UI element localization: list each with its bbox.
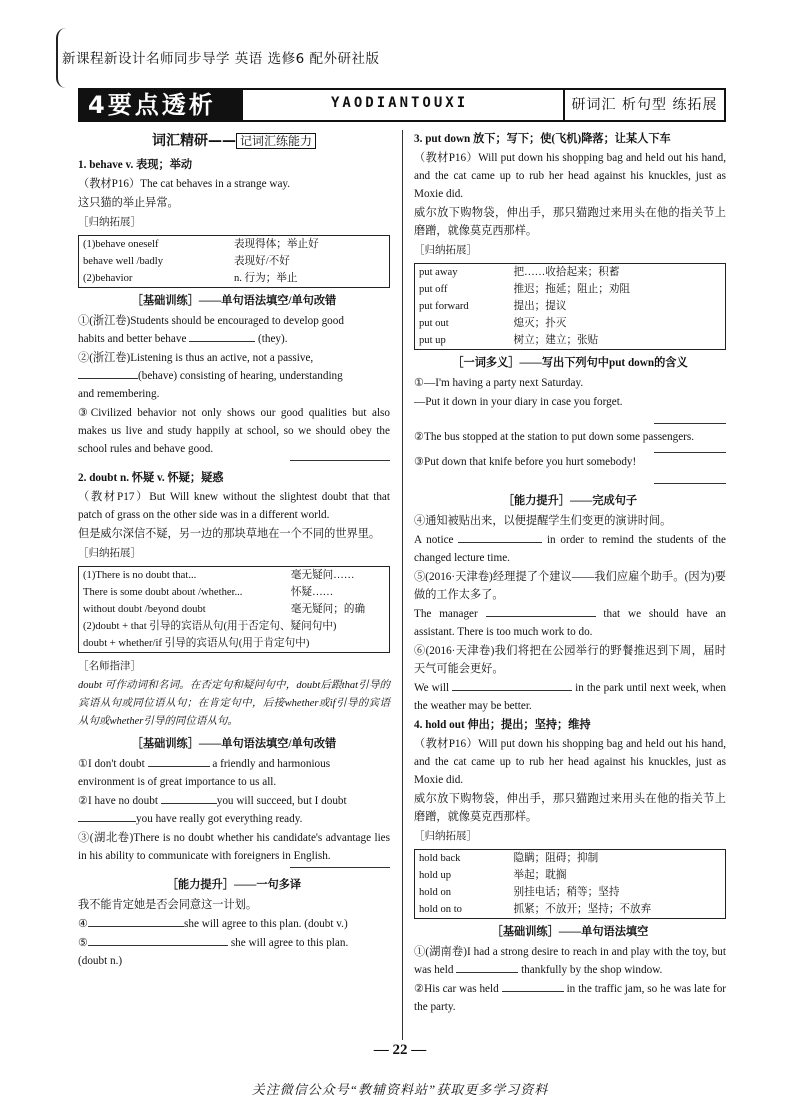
word3-m3: ③Put down that knife before you hurt somebody! <box>414 456 637 468</box>
table-cell: hold on to <box>419 904 462 915</box>
table-cell: (1)There is no doubt that... <box>83 570 197 581</box>
word4-q2 <box>414 980 726 1016</box>
answer-blank[interactable] <box>148 755 210 767</box>
section-ability-complete: ［能力提升］——完成句子 <box>502 495 638 507</box>
q-text: ②His car was held <box>414 983 499 995</box>
table-cell: 表现得体；举止好 <box>233 239 319 250</box>
page-number: — 22 — <box>373 1042 427 1058</box>
banner-title: 4要点透析 <box>78 88 243 122</box>
word2-q3: ③(湖北卷)There is no doubt whether his candidate's advantage lies in his ability to communicate with foreigners in English. <box>78 832 390 862</box>
q-text: you will succeed, but I doubt <box>216 795 347 807</box>
teacher-tag: ［名师指津］ <box>78 661 141 672</box>
word4-translation: 威尔放下购物袋，伸出手，那只猫跑过来用头在他的指关节上磨蹭，就像莫克西那样。 <box>414 793 726 823</box>
running-header: 新课程新设计名师同步导学 英语 选修6 配外研社版 <box>62 51 380 67</box>
table-cell: (2)doubt + that 引导的宾语从句(用于否定句、疑问句中) <box>83 621 337 632</box>
q-text: thankfully by the shop window. <box>521 964 663 976</box>
word1-q2 <box>78 349 390 403</box>
q-text: and remembering. <box>78 388 160 400</box>
answer-blank[interactable] <box>456 961 518 973</box>
section-ability-translate: ［能力提升］——一句多译 <box>166 879 302 891</box>
table-cell: without doubt /beyond doubt <box>83 604 206 615</box>
word3-translation: 威尔放下购物袋，伸出手，那只猫跑过来用头在他的指关节上磨蹭，就像莫克西那样。 <box>414 207 726 237</box>
word2-trans-cn: 我不能肯定她是否会同意这一计划。 <box>78 899 258 911</box>
word1-translation: 这只猫的举止异常。 <box>78 197 179 209</box>
q-text: a friendly and harmonious <box>212 758 331 770</box>
banner-subtitle: 研词汇 析句型 练拓展 <box>563 88 726 122</box>
table-cell: 别挂电话；稍等；坚持 <box>513 887 620 898</box>
answer-blank[interactable] <box>161 792 217 804</box>
word3-c6cn: ⑥(2016·天津卷)我们将把在公园举行的野餐推迟到下周，届时天气可能会更好。 <box>414 645 726 675</box>
lexicon-title: 词汇精研—— 记词汇练能力 <box>78 132 390 150</box>
table-cell: 毫无疑问…… <box>290 570 355 581</box>
q-text: (behave) consisting of hearing, understanding <box>138 370 343 382</box>
word4-table <box>414 849 726 919</box>
q-text: ①I don't doubt <box>78 758 145 770</box>
q-text: that we should have an assistant. There is too much work to do. <box>414 608 727 638</box>
answer-line[interactable] <box>290 867 390 868</box>
table-cell: n. 行为；举止 <box>233 273 298 284</box>
table-row <box>79 584 390 601</box>
table-row <box>415 884 726 901</box>
section-banner <box>78 88 726 122</box>
table-cell: behave well /badly <box>83 256 164 267</box>
answer-line[interactable] <box>414 472 726 488</box>
q-text: ①(浙江卷)Students should be encouraged to develop good <box>78 315 344 327</box>
induce-tag: ［归纳拓展］ <box>78 217 141 228</box>
table-cell: 隐瞒；阻碍；抑制 <box>513 853 599 864</box>
column-divider <box>402 130 403 1040</box>
section-basic: ［基础训练］——单句语法填空/单句改错 <box>131 738 337 750</box>
word1-q1 <box>78 312 390 348</box>
table-cell: 提出；提议 <box>513 301 567 312</box>
table-cell: 树立；建立；张贴 <box>513 335 599 346</box>
q-text: in the park until next week, when the weather may be better. <box>414 682 727 712</box>
q-text: ②(浙江卷)Listening is thus an active, not a passive, <box>78 352 314 364</box>
table-cell: hold back <box>419 853 461 864</box>
answer-blank[interactable] <box>78 810 136 822</box>
word3-m1b: —Put it down in your diary in case you forget. <box>414 396 623 408</box>
table-cell: doubt + whether/if 引导的宾语从句(用于肯定句中) <box>83 638 310 649</box>
table-cell: 怀疑…… <box>290 587 334 598</box>
table-cell: put off <box>419 284 448 295</box>
word2-translation: 但是威尔深信不疑，另一边的那块草地在一个不同的世界里。 <box>78 528 381 540</box>
section-basic-fill: ［基础训练］——单句语法填空 <box>491 926 649 938</box>
table-cell: put up <box>419 335 446 346</box>
q-text: The manager <box>414 608 478 620</box>
table-row <box>415 867 726 884</box>
table-row <box>79 601 390 618</box>
word2-q2 <box>78 792 390 828</box>
table-cell: There is some doubt about /whether... <box>83 587 243 598</box>
word3-m1: ①—I'm having a party next Saturday. <box>414 377 584 389</box>
word2-heading: 2. doubt n. 怀疑 v. 怀疑；疑惑 <box>78 472 224 484</box>
right-column <box>414 130 726 1017</box>
answer-blank[interactable] <box>486 605 596 617</box>
table-cell: hold up <box>419 870 452 881</box>
table-cell: (1)behave oneself <box>83 239 159 250</box>
table-cell: put away <box>419 267 458 278</box>
table-row <box>79 253 390 270</box>
induce-tag: ［归纳拓展］ <box>414 831 477 842</box>
table-cell: 熄灭；扑灭 <box>513 318 567 329</box>
answer-line[interactable] <box>414 412 726 428</box>
q-text: (doubt n.) <box>78 955 123 967</box>
q-text: in order to remind the students of the changed lecture time. <box>414 534 726 564</box>
table-cell: hold on <box>419 887 452 898</box>
q-text: she will agree to this plan. (doubt v.) <box>184 918 348 930</box>
word2-example: （教材P17）But Will knew without the slightest doubt that that patch of grass on the other side was in a different world. <box>78 491 390 521</box>
word1-q3: ③Civilized behavior not only shows our good qualities but also makes us live and study happily at school, so we should obey the school rules and behave good. <box>78 407 390 455</box>
lexicon-subtitle: 记词汇练能力 <box>236 133 316 149</box>
word3-c4 <box>414 531 726 567</box>
table-row <box>79 236 390 254</box>
table-cell: 表现好/不好 <box>233 256 290 267</box>
banner-pinyin: YAODIANTOUXI <box>331 95 469 111</box>
answer-blank[interactable] <box>502 980 564 992</box>
banner-middle <box>243 88 563 122</box>
q-text: We will <box>414 682 450 694</box>
table-row <box>415 315 726 332</box>
word3-heading: 3. put down 放下；写下；使(飞机)降落；让某人下车 <box>414 133 671 145</box>
word3-c4cn: ④通知被贴出来，以便提醒学生们变更的演讲时间。 <box>414 515 672 527</box>
table-cell: 把……收拾起来；积蓄 <box>513 267 620 278</box>
section-basic: ［基础训练］——单句语法填空/单句改错 <box>131 295 337 307</box>
table-cell: 抓紧；不放开；坚持；不放弃 <box>513 904 652 915</box>
q-text: ②I have no doubt <box>78 795 158 807</box>
left-column <box>78 130 390 971</box>
word2-table <box>78 566 390 653</box>
lexicon-title-text: 词汇精研 <box>151 133 208 149</box>
q-text: A notice <box>414 534 454 546</box>
word4-heading: 4. hold out 伸出；提出；坚持；维持 <box>414 719 591 731</box>
word1-example: （教材P16）The cat behaves in a strange way. <box>78 178 291 190</box>
q-text: environment is of great importance to us all. <box>78 776 277 788</box>
word3-c5cn: ⑤(2016·天津卷)经理提了个建议——我们应雇个助手。(因为)要做的工作太多了。 <box>414 571 726 601</box>
answer-blank[interactable] <box>452 679 572 691</box>
word4-example: （教材P16）Will put down his shopping bag and held out his hand, and the cat came up to rub her head against his knuckles, just as Moxie did. <box>414 738 726 786</box>
word3-c5 <box>414 605 726 641</box>
word3-example: （教材P16）Will put down his shopping bag and held out his hand, and the cat came up to rub her head against his knuckles, just as Moxie did. <box>414 152 726 200</box>
table-row <box>415 901 726 919</box>
table-row <box>79 618 390 635</box>
answer-blank[interactable] <box>189 330 255 342</box>
table-cell: 毫无疑问；的确 <box>290 604 366 615</box>
word3-m2: ②The bus stopped at the station to put down some passengers. <box>414 431 695 443</box>
q-text: you have really got everything ready. <box>136 813 303 825</box>
induce-tag: ［归纳拓展］ <box>414 245 477 256</box>
table-cell: put forward <box>419 301 469 312</box>
answer-line[interactable] <box>290 460 390 461</box>
answer-blank[interactable] <box>88 915 184 927</box>
table-row <box>415 850 726 868</box>
footer-note: 关注微信公众号“教辅资料站”获取更多学习资料 <box>251 1082 549 1097</box>
word2-note: doubt 可作动词和名词。在否定句和疑问句中，doubt后跟that引导的宾语从句或同位语从句；在肯定句中，后接whether或if引导的宾语从句或whether引导的同位语从句。 <box>78 680 390 727</box>
word3-table <box>414 263 726 350</box>
answer-blank[interactable] <box>78 367 138 379</box>
word2-q1 <box>78 755 390 791</box>
word1-heading: 1. behave v. 表现；举动 <box>78 159 193 171</box>
q-text: habits and better behave <box>78 333 187 345</box>
induce-tag: ［归纳拓展］ <box>78 548 141 559</box>
table-row <box>415 281 726 298</box>
table-cell: 举起；耽搁 <box>513 870 567 881</box>
word2-t1: ④ she will agree to this plan. (doubt v.) <box>78 915 390 933</box>
table-cell: put out <box>419 318 449 329</box>
table-row <box>415 264 726 282</box>
table-row <box>79 635 390 653</box>
q-text: (they). <box>258 333 288 345</box>
section-multi: ［一词多义］——写出下列句中put down的含义 <box>452 357 688 369</box>
answer-line[interactable] <box>414 447 726 453</box>
q-text: in the traffic jam, so he was late for the party. <box>414 983 727 1013</box>
q-text: ①(湖南卷)I had a strong desire to reach in and play with the toy, but was held <box>414 946 726 976</box>
answer-blank[interactable] <box>458 531 542 543</box>
answer-blank[interactable] <box>88 934 228 946</box>
table-row <box>415 332 726 350</box>
word3-c6 <box>414 679 726 715</box>
table-row <box>79 567 390 585</box>
table-cell: 推迟；拖延；阻止；劝阻 <box>513 284 631 295</box>
word1-table <box>78 235 390 288</box>
q-text: she will agree to this plan. <box>230 937 349 949</box>
word4-q1 <box>414 943 726 979</box>
table-cell: (2)behavior <box>83 273 133 284</box>
word2-t2: ⑤ she will agree to this plan. (doubt n.) <box>78 934 390 970</box>
table-row <box>79 270 390 288</box>
table-row <box>415 298 726 315</box>
